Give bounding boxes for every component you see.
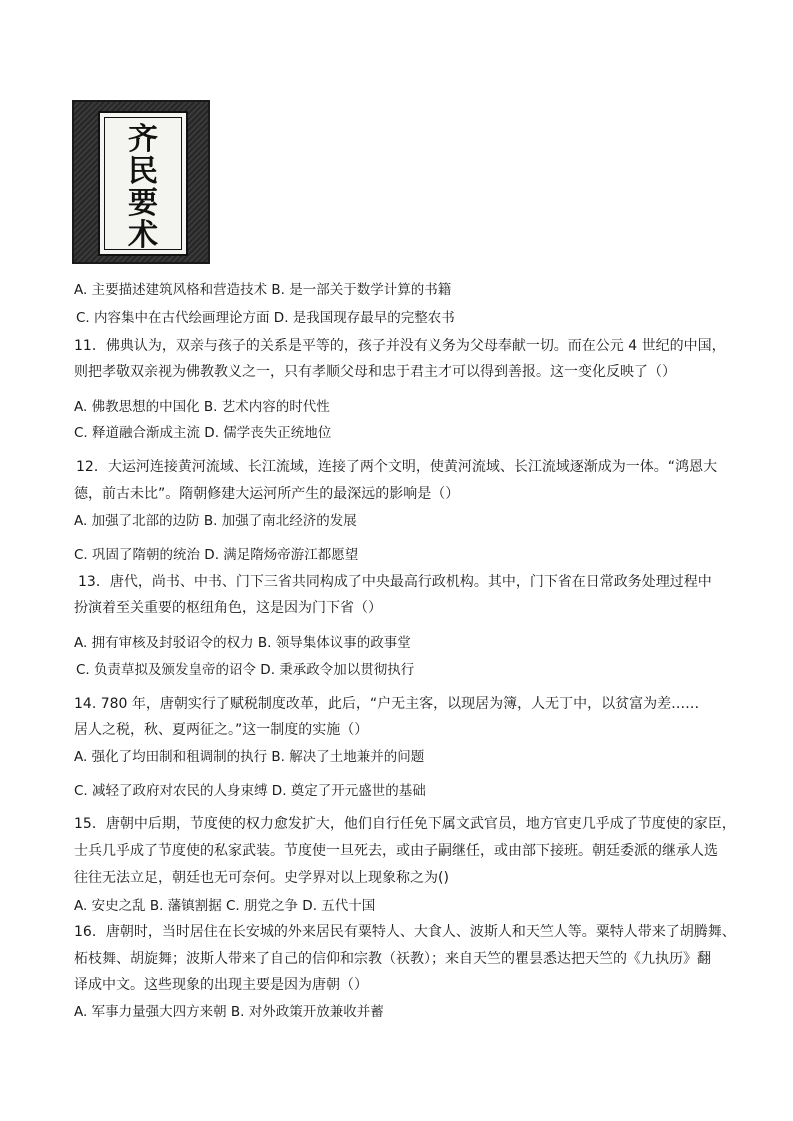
text-line-q11-2: 则把孝敬双亲视为佛教教义之一，只有孝顺父母和忠于君主才可以得到善报。这一变化反映了（） (74, 364, 676, 380)
text-line-q16-ab: A. 军事力量强大四方来朝 B. 对外政策开放兼收并蓄 (74, 1004, 384, 1020)
text-line-q12-1: 12．大运河连接黄河流域、长江流域，连接了两个文明，使黄河流域、长江流域逐渐成为一体。“鸿恩大 (76, 459, 718, 475)
book-title-label (98, 111, 188, 256)
text-line-q13-2: 扮演着至关重要的枢纽角色，这是因为门下省（） (74, 600, 382, 616)
book-title-char: 术 (128, 218, 158, 253)
text-line-q14-2: 居人之税，秋、夏两征之。”这一制度的实施（） (74, 722, 369, 738)
text-line-q10-cd: C. 内容集中在古代绘画理论方面 D. 是我国现存最早的完整农书 (76, 310, 455, 326)
text-line-q11-ab: A. 佛教思想的中国化 B. 艺术内容的时代性 (74, 399, 330, 415)
text-line-q11-1: 11．佛典认为，双亲与孩子的关系是平等的，孩子并没有义务为父母奉献一切。而在公元 4 世纪的中国， (74, 338, 726, 354)
text-line-q14-cd: C. 减轻了政府对农民的人身束缚 D. 奠定了开元盛世的基础 (74, 783, 426, 799)
text-line-q14-ab: A. 强化了均田制和租调制的执行 B. 解决了土地兼并的问题 (74, 749, 425, 765)
text-line-q16-1: 16．唐朝时，当时居住在长安城的外来居民有粟特人、大食人、波斯人和天竺人等。粟特人带来了胡腾舞、 (74, 924, 736, 940)
book-title-char: 要 (128, 186, 158, 221)
text-line-q13-1: 13．唐代，尚书、中书、门下三省共同构成了中央最高行政机构。其中，门下省在日常政务处理过程中 (78, 574, 712, 590)
book-title-char: 齐 (128, 122, 158, 157)
text-line-q12-ab: A. 加强了北部的边防 B. 加强了南北经济的发展 (74, 513, 357, 529)
text-line-q16-2: 柘枝舞、胡旋舞；波斯人带来了自己的信仰和宗教（祆教）；来自天竺的瞿昙悉达把天竺的《九执历》翻 (74, 951, 711, 967)
text-line-q15-3: 往往无法立足，朝廷也无可奈何。史学界对以上现象称之为() (74, 870, 449, 886)
text-line-q13-cd: C. 负责草拟及颁发皇帝的诏令 D. 秉承政令加以贯彻执行 (76, 662, 415, 678)
book-title-char: 民 (128, 154, 158, 189)
book-cover-image (72, 100, 210, 264)
text-line-q15-1: 15．唐朝中后期，节度使的权力愈发扩大，他们自行任免下属文武官员，地方官吏几乎成了节度使的家臣， (74, 816, 736, 832)
text-line-q10-ab: A. 主要描述建筑风格和营造技术 B. 是一部关于数学计算的书籍 (74, 282, 452, 298)
text-line-q16-3: 译成中文。这些现象的出现主要是因为唐朝（） (74, 977, 368, 993)
text-line-q12-2: 德，前古未比”。隋朝修建大运河所产生的最深远的影响是（） (74, 486, 460, 502)
text-line-q11-cd: C. 释道融合渐成主流 D. 儒学丧失正统地位 (74, 425, 332, 441)
text-line-q13-ab: A. 拥有审核及封驳诏令的权力 B. 领导集体议事的政事堂 (74, 635, 411, 651)
text-line-q15-2: 士兵几乎成了节度使的私家武装。节度使一旦死去，或由子嗣继任，或由部下接班。朝廷委派的继承人选 (74, 843, 718, 859)
text-line-q12-cd: C. 巩固了隋朝的统治 D. 满足隋炀帝游江都愿望 (74, 547, 359, 563)
text-line-q14-1: 14. 780 年，唐朝实行了赋税制度改革，此后，“户无主客，以现居为簿，人无丁中，以贫富为差…… (74, 696, 700, 712)
text-line-q15-ans: A. 安史之乱 B. 藩镇割据 C. 朋党之争 D. 五代十国 (74, 898, 376, 914)
